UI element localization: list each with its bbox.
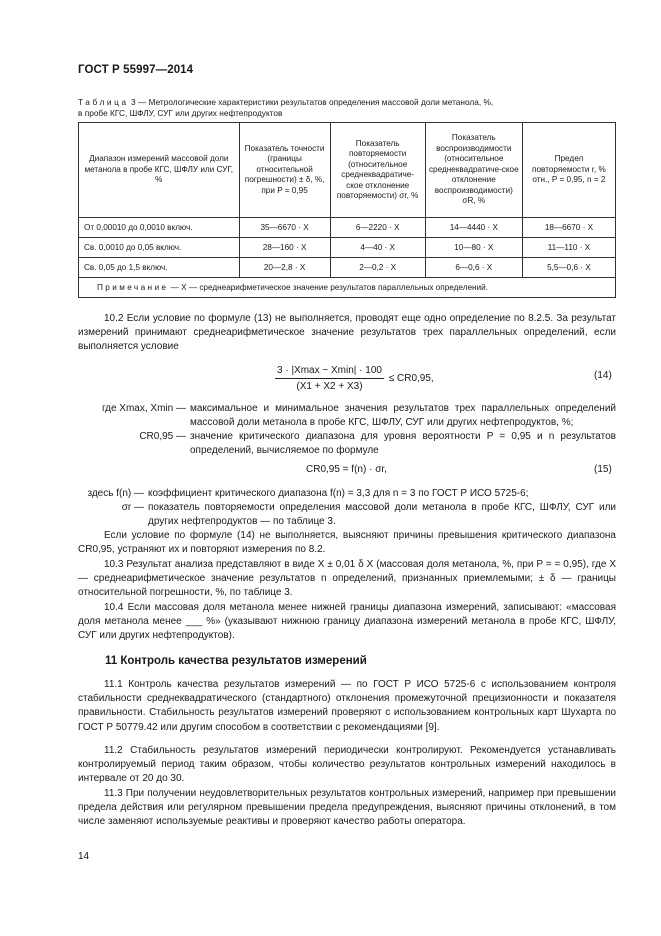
table-cell: 20—2,8 · X: [239, 258, 330, 278]
table-cell: 5,5—0,6 · X: [522, 258, 615, 278]
paragraph-10-4: 10.4 Если массовая доля метанола менее нижней границы диапазона измерений, записывают: «массовая доля метанола менее ___ %» (указывают нижнюю границу диапазона измерений метанола в пробе КГС, ШФЛУ, СУГ или других нефтепродуктов).: [78, 602, 616, 642]
table-cell: 4—40 · X: [330, 238, 425, 258]
table-note-word: Примечание: [97, 283, 169, 292]
table-caption-word: Таблица: [78, 97, 129, 107]
definitions-block-1: [78, 402, 616, 472]
table-row: [79, 238, 616, 258]
table-row: [79, 258, 616, 278]
paragraph-if-14: Если условие по формуле (14) не выполняется, выясняют причины превышения критического диапазона CR0,95, устраняют их и повторяют измерения по 8.2.: [78, 530, 616, 556]
col-header-reproducibility: Показатель воспроизводимости (относительное среднеквадратиче-ское отклонение воспроизводимости) σR, %: [425, 123, 522, 218]
table-caption-text: 3 — Метрологические характеристики результатов определения массовой доли метанола, %,: [131, 97, 494, 107]
def-text: показатель повторяемости определения массовой доли метанола в пробе КГС, ШФЛУ, СУГ или других нефтепродуктов — по таблице 3.: [148, 502, 616, 528]
table-cell: От 0,00010 до 0,0010 включ.: [79, 218, 240, 238]
paragraph-11-2: 11.2 Стабильность результатов измерений периодически контролируют. Рекомендуется устанавливать контролируемый период таким образом, чтобы количество результатов контрольных измерений находилось в интервале от 20 до 30.: [78, 745, 616, 785]
section-11-heading: 11 Контроль качества результатов измерений: [105, 655, 367, 667]
def-term: где Xmax, Xmin —: [101, 403, 186, 414]
col-header-range: Диапазон измерений массовой доли метанола в пробе КГС, ШФЛУ или СУГ, %: [79, 123, 240, 218]
table-cell: Св. 0,05 до 1,5 включ.: [79, 258, 240, 278]
formula-14: [275, 364, 434, 393]
paragraph-10-3: 10.3 Результат анализа представляют в виде X ± 0,01 δ X (массовая доля метанола, %, при P = = 0,95), где X — среднеарифметическое значение результатов n определений, признанных приемлемыми; ± δ — границы относительной погрешности, %, по таблице 3.: [78, 559, 616, 599]
table-row: [79, 218, 616, 238]
table-cell: 10—80 · X: [425, 238, 522, 258]
table-cell: Св. 0,0010 до 0,05 включ.: [79, 238, 240, 258]
paragraph-11-3: 11.3 При получении неудовлетворительных результатов контрольных измерений, например при превышении предела действия или регулярном превышении предела предупреждения, выясняют причины отклонений, в том числе заменяют используемые реактивы и проверяют качество работы оператора.: [78, 788, 616, 828]
table-caption: [78, 97, 618, 119]
col-header-accuracy: Показатель точности (границы относительной погрешности) ± δ, %, при P = 0,95: [239, 123, 330, 218]
table-note-text: — X — среднеарифметическое значение результатов параллельных определений.: [170, 283, 488, 292]
table-caption-line2: в пробе КГС, ШФЛУ, СУГ или других нефтепродуктов: [78, 108, 283, 118]
table-cell: 28—160 · X: [239, 238, 330, 258]
paragraph-10-2: 10.2 Если условие по формуле (13) не выполняется, проводят еще одно определение по 8.2.5. За результат измерений принимают среднеарифметическое значение результатов трех параллельных определений, если выполняется условие: [78, 313, 616, 353]
definitions-block-2: [78, 487, 616, 531]
formula-14-denominator: (X1 + X2 + X3): [296, 381, 363, 392]
formula-15: CR0,95 = f(n) · σr,: [306, 464, 387, 475]
formula-14-rhs: ≤ CR0,95,: [388, 373, 434, 384]
formula-14-numerator: 3 · |Xmax − Xmin| · 100: [275, 364, 384, 379]
table-note-row: [79, 278, 616, 298]
table-header-row: [79, 123, 616, 218]
table-cell: 18—6670 · X: [522, 218, 615, 238]
col-header-limit: Предел повторяемости r, % отн., P = 0,95, n = 2: [522, 123, 615, 218]
def-text: коэффициент критического диапазона f(n) = 3,3 для n = 3 по ГОСТ Р ИСО 5725-6;: [148, 488, 529, 499]
page-number: 14: [78, 851, 90, 862]
table-cell: 35—6670 · X: [239, 218, 330, 238]
def-text: значение критического диапазона для уровня вероятности P = 0,95 и n результатов определений, вычисляемое по формуле: [190, 431, 616, 457]
def-term: σr —: [121, 502, 144, 513]
table-cell: 6—0,6 · X: [425, 258, 522, 278]
formula-14-number: (14): [594, 370, 612, 381]
table-note: [79, 278, 616, 298]
table-cell: 6—2220 · X: [330, 218, 425, 238]
col-header-repeatability: Показатель повторяемости (относительное среднеквадратиче-ское отклонение повторяемости) σr, %: [330, 123, 425, 218]
metrology-table: [78, 122, 616, 298]
def-term: здесь f(n) —: [87, 488, 144, 499]
document-header: ГОСТ Р 55997—2014: [78, 64, 194, 76]
table-cell: 11—110 · X: [522, 238, 615, 258]
table-cell: 14—4440 · X: [425, 218, 522, 238]
def-text: максимальное и минимальное значения результатов трех параллельных определений массовой доли метанола в пробе КГС, ШФЛУ, СУГ или других нефтепродуктов, %;: [190, 403, 616, 429]
paragraph-11-1: 11.1 Контроль качества результатов измерений — по ГОСТ Р ИСО 5725-6 с использованием контроля стабильности среднеквадратического (стандартного) отклонения промежуточной прецизионности и показателя правильности. Стабильность результатов измерений проверяют с использованием контрольных карт Шухарта по ГОСТ Р 50779.42 или другим способом в соответствии с рекомендациями [9].: [78, 679, 616, 733]
formula-15-number: (15): [594, 464, 612, 475]
def-term: CR0,95 —: [139, 431, 186, 442]
table-cell: 2—0,2 · X: [330, 258, 425, 278]
